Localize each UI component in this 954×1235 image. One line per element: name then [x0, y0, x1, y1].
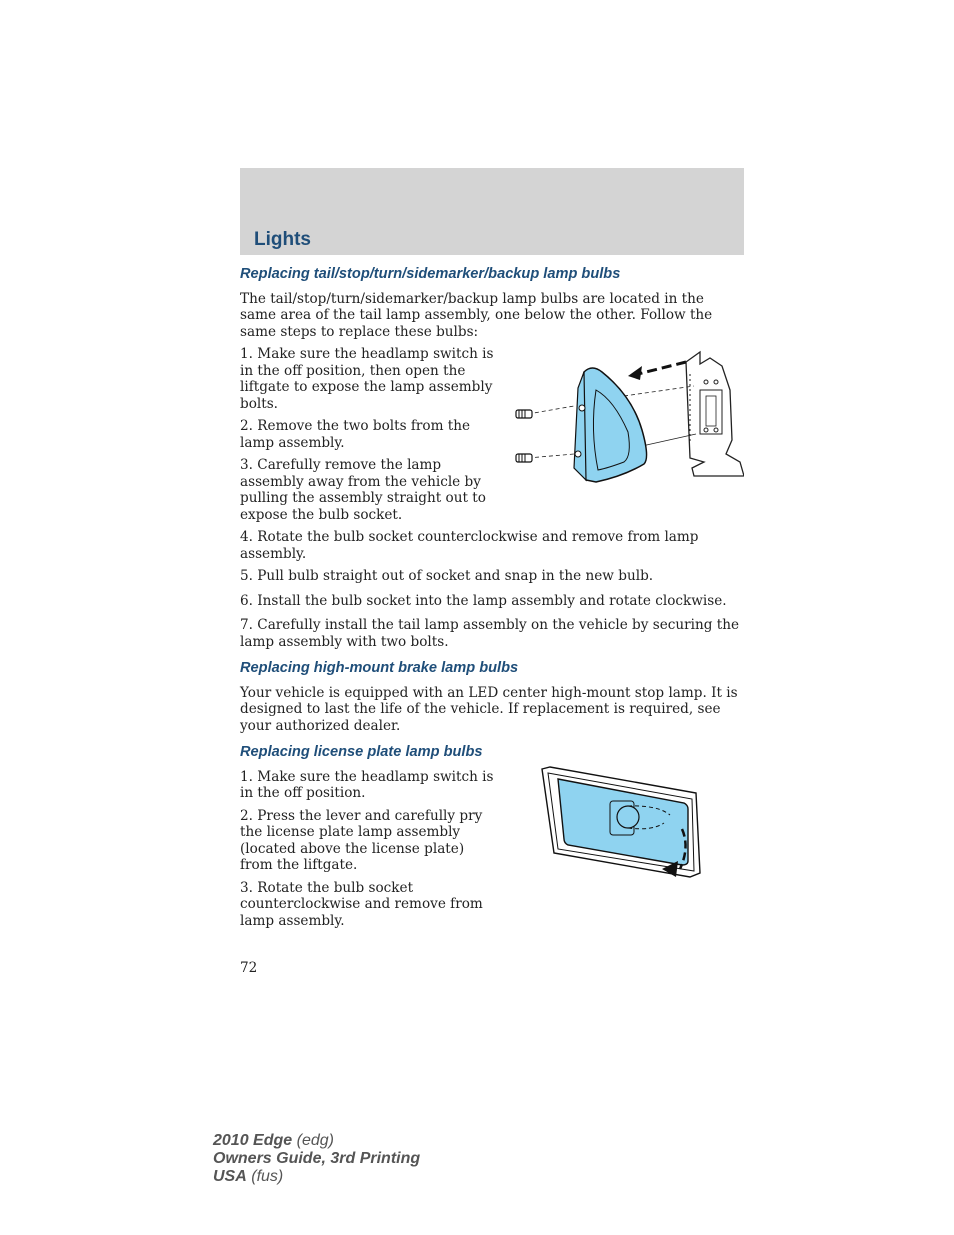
- page-number: 72: [240, 960, 258, 976]
- step-item: 2. Remove the two bolts from the lamp assembly.: [240, 418, 471, 451]
- footer-model-code: (edg): [296, 1132, 334, 1149]
- step-item: 5. Pull bulb straight out of socket and snap in the new bulb.: [240, 568, 654, 584]
- step-item: 1. Make sure the headlamp switch is in the off position.: [240, 768, 494, 801]
- step-item: 7. Carefully install the tail lamp assembly on the vehicle by securing the lamp assembly with two bolts.: [240, 617, 740, 650]
- tail-lamp-heading: Replacing tail/stop/turn/sidemarker/backup lamp bulbs: [240, 266, 621, 282]
- footer-line-1: [213, 1132, 420, 1150]
- document-footer: [213, 1132, 420, 1186]
- step-item: 3. Carefully remove the lamp assembly away from the vehicle by pulling the assembly straight out to expose the bulb socket.: [240, 457, 486, 523]
- tail-lamp-intro: The tail/stop/turn/sidemarker/backup lamp bulbs are located in the same area of the tail lamp assembly, one below the other. Follow the same steps to replace these bulbs:: [240, 290, 713, 340]
- license-plate-heading: Replacing license plate lamp bulbs: [240, 744, 483, 760]
- tail-lamp-steps-left: [240, 346, 496, 529]
- section-title: Lights: [254, 229, 311, 250]
- license-plate-steps: [240, 769, 496, 936]
- section-header-band: [240, 168, 744, 255]
- step-item: 6. Install the bulb socket into the lamp assembly and rotate clockwise.: [240, 592, 727, 609]
- page-content: [240, 266, 744, 935]
- step-item: 4. Rotate the bulb socket counterclockwise and remove from lamp assembly.: [240, 529, 699, 562]
- tail-lamp-illustration: [504, 350, 744, 490]
- footer-market-code: (fus): [251, 1168, 284, 1185]
- footer-model: 2010 Edge: [213, 1132, 293, 1149]
- step-item: 1. Make sure the headlamp switch is in the off position, then open the liftgate to expose the lamp assembly bolts.: [240, 346, 494, 412]
- high-mount-body: Your vehicle is equipped with an LED center high-mount stop lamp. It is designed to last the life of the vehicle. If replacement is required, see your authorized dealer.: [240, 684, 738, 734]
- step-item: 2. Press the lever and carefully pry the license plate lamp assembly (located above the license plate) from the liftgate.: [240, 807, 483, 873]
- license-plate-steps-row: [240, 769, 744, 936]
- tail-lamp-steps-row: [240, 346, 744, 529]
- step-item: 3. Rotate the bulb socket counterclockwise and remove from lamp assembly.: [240, 879, 483, 929]
- footer-market: USA: [213, 1168, 247, 1185]
- license-plate-lamp-illustration: [540, 765, 702, 883]
- footer-line-3: [213, 1168, 420, 1186]
- footer-line-2: [213, 1150, 420, 1168]
- high-mount-heading: Replacing high-mount brake lamp bulbs: [240, 660, 519, 676]
- footer-guide: Owners Guide, 3rd Printing: [213, 1150, 421, 1167]
